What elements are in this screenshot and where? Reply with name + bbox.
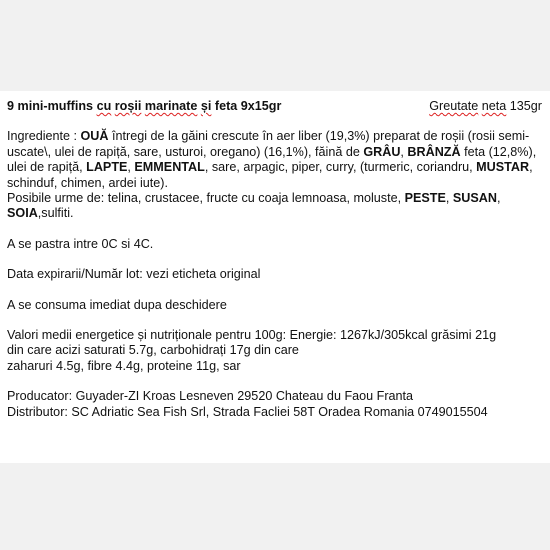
ingredients-text: [7, 129, 544, 191]
net-weight-value: 135gr: [506, 99, 542, 113]
traces-part: Posibile urme de: telina, crustacee, fructe cu coaja lemnoasa, moluste,: [7, 191, 405, 206]
allergen-susan: SUSAN: [452, 191, 497, 206]
title-word-marinate: marinate: [144, 99, 198, 113]
allergen-branza: BRÂNZĂ: [407, 144, 461, 159]
nutrition-line-2: din care acizi saturati 5.7g, carbohidrați 17g din care: [7, 343, 299, 358]
nutrition-info: [7, 328, 544, 374]
ingredients-part: ,: [127, 160, 135, 175]
distributor-text: Distributor: SC Adriatic Sea Fish Srl, Strada Facliei 58T Oradea Romania 0749015504: [7, 404, 488, 419]
allergen-peste: PESTE: [404, 191, 446, 206]
nutrition-line-1: Valori medii energetice și nutriționale pentru 100g: Energie: 1267kJ/305kcal grăsimi 21g: [7, 328, 497, 343]
title-word-si: și: [200, 99, 212, 113]
allergen-grau: GRÂU: [363, 144, 401, 159]
consume-text: A se consuma imediat dupa deschidere: [7, 297, 227, 312]
net-weight-label-2: neta: [481, 99, 507, 113]
title-word-rosii: roșii: [114, 99, 142, 113]
ingredients-part: , sare, arpagic, piper, curry, (turmeric, coriandru,: [204, 160, 477, 175]
ingredients-part: feta (12,8%), ulei de rapiță,: [7, 144, 537, 175]
ingredients-part: ,: [400, 144, 408, 159]
company-info: [7, 389, 544, 420]
ingredients-heading: Ingrediente :: [7, 129, 81, 144]
nutrition-line-3: zaharuri 4.5g, fibre 4.4g, proteine 11g, sar: [7, 358, 241, 373]
traces-part: ,: [497, 191, 501, 206]
expiry-text: Data expirarii/Număr lot: vezi eticheta original: [7, 267, 261, 282]
producer-text: Producator: Guyader-ZI Kroas Lesneven 29520 Chateau du Faou Franta: [7, 389, 414, 404]
allergen-lapte: LAPTE: [86, 160, 128, 175]
ingredients-part: , schinduf, chimen, ardei iute).: [7, 160, 533, 190]
allergen-oua: OUĂ: [80, 129, 109, 144]
allergen-mustar: MUSTAR: [476, 160, 530, 175]
storage-text: A se pastra intre 0C si 4C.: [7, 236, 154, 251]
ingredients-part: întregi de la găini crescute în aer liber (19,3%) preparat de roșii (rosii semi-uscate\, ulei de rapiță, sare, usturoi, oregano) (16,1%), făină de: [7, 129, 530, 159]
product-label: [0, 91, 550, 463]
allergen-soia: SOIA: [7, 206, 38, 221]
net-weight: [429, 99, 544, 114]
allergen-emmental: EMMENTAL: [134, 160, 205, 175]
title-row: [7, 99, 544, 114]
traces-part: ,: [445, 191, 453, 206]
title-rest: feta 9x15gr: [211, 99, 282, 113]
title-word-cu: cu: [96, 99, 112, 113]
allergen-traces-text: [7, 191, 544, 222]
traces-part: ,sulfiti.: [37, 206, 74, 221]
net-weight-label: Greutate: [429, 99, 479, 113]
title-prefix: 9 mini-muffins: [7, 99, 97, 113]
product-title: [7, 99, 281, 114]
